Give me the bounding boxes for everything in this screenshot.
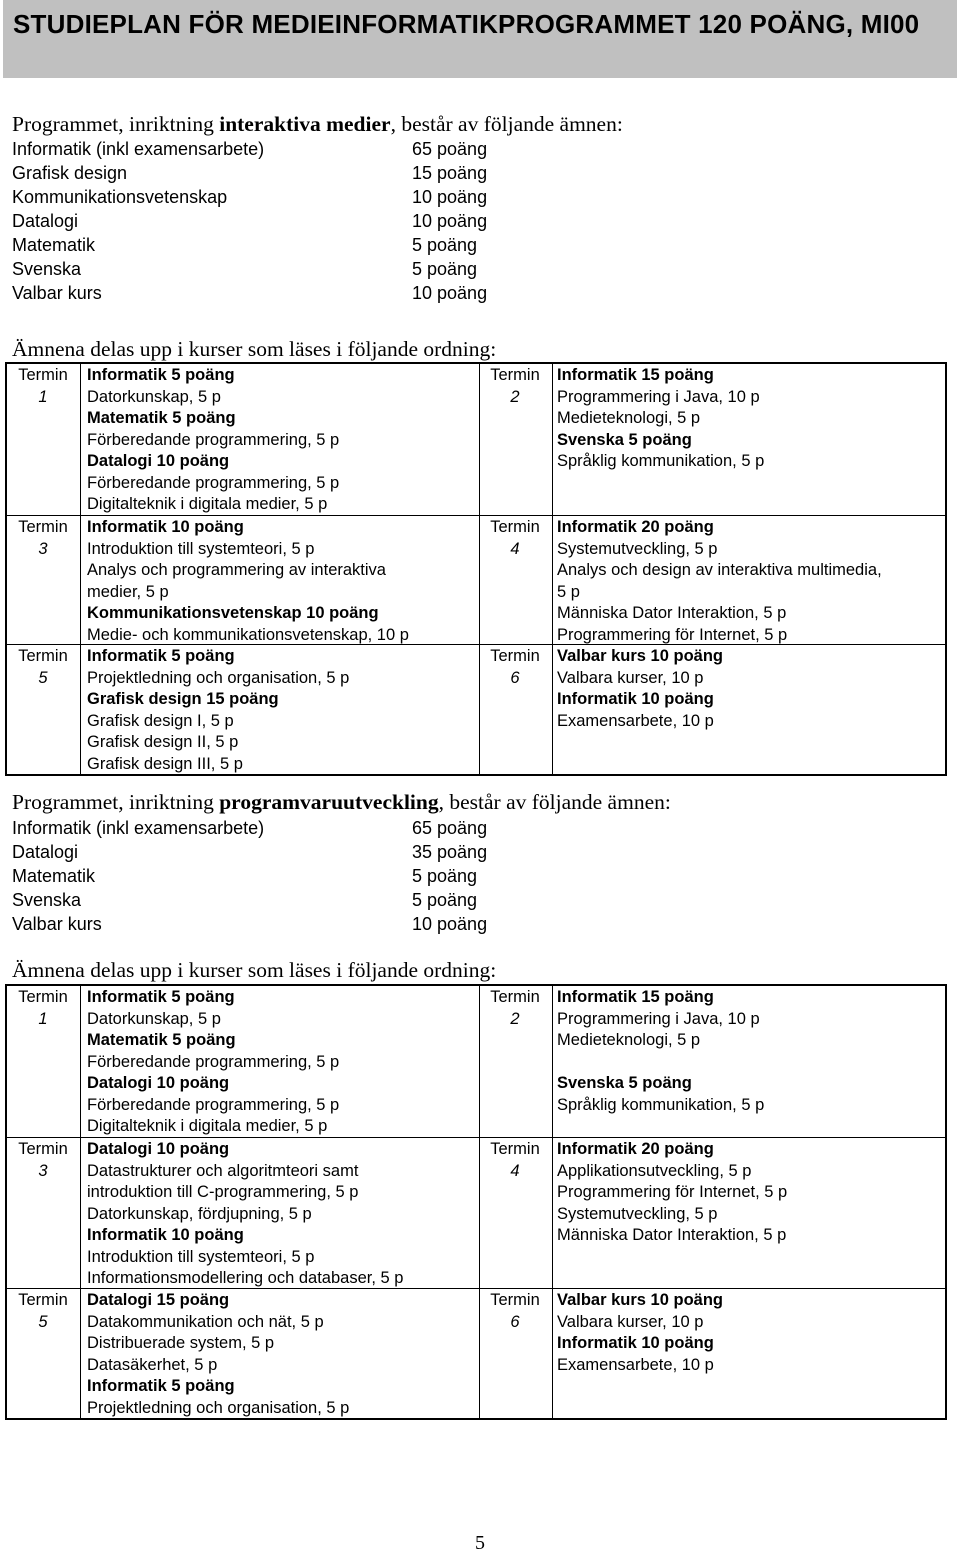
course-line: Datakommunikation och nät, 5 p bbox=[87, 1312, 324, 1331]
course-line: Analys och design av interaktiva multimedia, bbox=[557, 561, 882, 579]
course-line: Programmering för Internet, 5 p bbox=[557, 625, 788, 644]
course-cell bbox=[87, 1290, 472, 1419]
subject-heading: Datalogi 10 poäng bbox=[87, 1140, 230, 1158]
subject-points: 65 poäng bbox=[412, 818, 488, 838]
intro-suffix: , består av följande ämnen: bbox=[438, 790, 671, 814]
course-line: Distribuerade system, 5 p bbox=[87, 1334, 275, 1352]
semester-table bbox=[5, 362, 947, 776]
course-line: Programmering för Internet, 5 p bbox=[557, 1183, 788, 1201]
course-line: Programmering i Java, 10 p bbox=[557, 1009, 760, 1028]
semester-table bbox=[5, 984, 947, 1420]
term-label bbox=[7, 1139, 79, 1182]
course-line: Förberedande programmering, 5 p bbox=[87, 430, 340, 449]
course-line: Projektledning och organisation, 5 p bbox=[87, 668, 350, 687]
course-line: Grafisk design I, 5 p bbox=[87, 711, 234, 730]
subject-heading: Valbar kurs 10 poäng bbox=[557, 1291, 723, 1309]
subject-heading: Informatik 15 poäng bbox=[557, 988, 714, 1006]
course-line: Digitalteknik i digitala medier, 5 p bbox=[87, 495, 328, 513]
subject-heading: Matematik 5 poäng bbox=[87, 1031, 236, 1049]
term-number: 1 bbox=[38, 387, 48, 406]
course-line: Förberedande programmering, 5 p bbox=[87, 473, 340, 492]
term-number: 5 bbox=[38, 1312, 48, 1331]
subject-heading: Valbar kurs 10 poäng bbox=[557, 647, 723, 665]
course-cell bbox=[557, 1290, 945, 1376]
course-cell bbox=[557, 987, 945, 1116]
subject-points: 65 poäng bbox=[412, 139, 488, 159]
course-line: Datastrukturer och algoritmteori samt bbox=[87, 1161, 359, 1180]
subject-points: 15 poäng bbox=[412, 163, 488, 183]
subject-heading: Grafisk design 15 poäng bbox=[87, 690, 279, 708]
course-cell bbox=[557, 646, 945, 732]
title-banner bbox=[3, 0, 957, 78]
subject-points: 10 poäng bbox=[412, 283, 488, 303]
course-line bbox=[557, 1052, 945, 1074]
course-cell bbox=[87, 1139, 472, 1290]
intro-focus: interaktiva medier bbox=[219, 112, 391, 136]
subject-points: 10 poäng bbox=[412, 211, 488, 231]
intro-prefix: Programmet, inriktning bbox=[12, 112, 220, 136]
intro-focus: programvaruutveckling bbox=[219, 790, 439, 814]
course-line: Informationsmodellering och databaser, 5 p bbox=[87, 1269, 404, 1287]
term-row bbox=[7, 644, 945, 775]
course-line: Grafisk design II, 5 p bbox=[87, 733, 239, 751]
course-line: Förberedande programmering, 5 p bbox=[87, 1052, 340, 1071]
term-word: Termin bbox=[18, 366, 68, 384]
subject-points: 35 poäng bbox=[412, 842, 488, 862]
term-label bbox=[479, 987, 551, 1030]
subject-heading: Informatik 15 poäng bbox=[557, 366, 714, 384]
term-word: Termin bbox=[490, 366, 540, 384]
subject-points: 5 poäng bbox=[412, 890, 478, 910]
course-line: Medieteknologi, 5 p bbox=[557, 409, 701, 427]
subject-name: Grafisk design bbox=[12, 163, 128, 183]
subject-heading: Informatik 5 poäng bbox=[87, 647, 235, 665]
subject-heading: Informatik 5 poäng bbox=[87, 988, 235, 1006]
course-line: Valbara kurser, 10 p bbox=[557, 1312, 704, 1331]
subject-points: 5 poäng bbox=[412, 259, 478, 279]
course-line: Språklig kommunikation, 5 p bbox=[557, 1095, 765, 1114]
term-label bbox=[479, 365, 551, 408]
term-number: 4 bbox=[510, 1161, 520, 1180]
term-label bbox=[479, 646, 551, 689]
course-line: Projektledning och organisation, 5 p bbox=[87, 1398, 350, 1417]
term-word: Termin bbox=[18, 1291, 68, 1309]
subject-name: Datalogi bbox=[12, 211, 79, 231]
subject-name: Svenska bbox=[12, 890, 82, 910]
intro-suffix: , består av följande ämnen: bbox=[390, 112, 623, 136]
course-line: Introduktion till systemteori, 5 p bbox=[87, 539, 315, 558]
term-word: Termin bbox=[490, 647, 540, 665]
term-word: Termin bbox=[18, 1140, 68, 1158]
course-line: Datorkunskap, 5 p bbox=[87, 1009, 221, 1028]
page-title: STUDIEPLAN FÖR MEDIEINFORMATIKPROGRAMMET 120 POÄNG, MI00 bbox=[13, 9, 920, 39]
course-line: Applikationsutveckling, 5 p bbox=[557, 1161, 752, 1180]
subject-name: Matematik bbox=[12, 235, 96, 255]
course-line: Språklig kommunikation, 5 p bbox=[557, 452, 765, 470]
subject-heading: Informatik 20 poäng bbox=[557, 1140, 714, 1158]
term-label bbox=[479, 1139, 551, 1182]
course-line: Systemutveckling, 5 p bbox=[557, 539, 718, 558]
subject-heading: Informatik 10 poäng bbox=[557, 1334, 714, 1352]
subject-name: Svenska bbox=[12, 259, 82, 279]
subject-name: Matematik bbox=[12, 866, 96, 886]
course-cell bbox=[557, 1139, 945, 1247]
course-line: Förberedande programmering, 5 p bbox=[87, 1095, 340, 1114]
term-label bbox=[7, 646, 79, 689]
subject-points: 5 poäng bbox=[412, 866, 478, 886]
course-line: Människa Dator Interaktion, 5 p bbox=[557, 1226, 787, 1244]
subject-heading: Datalogi 10 poäng bbox=[87, 1074, 230, 1092]
course-line: Examensarbete, 10 p bbox=[557, 1355, 714, 1374]
term-label bbox=[479, 517, 551, 560]
page-number: 5 bbox=[475, 1532, 485, 1554]
term-word: Termin bbox=[18, 647, 68, 665]
term-word: Termin bbox=[490, 1291, 540, 1309]
course-line: Valbara kurser, 10 p bbox=[557, 668, 704, 687]
subject-heading: Svenska 5 poäng bbox=[557, 1074, 692, 1092]
course-line: Datorkunskap, 5 p bbox=[87, 387, 221, 406]
term-number: 3 bbox=[38, 1161, 48, 1180]
term-word: Termin bbox=[490, 518, 540, 536]
course-line: Introduktion till systemteori, 5 p bbox=[87, 1247, 315, 1266]
subject-points: 10 poäng bbox=[412, 914, 488, 934]
subject-heading: Kommunikationsvetenskap 10 poäng bbox=[87, 604, 379, 622]
term-row bbox=[7, 515, 945, 645]
course-line: Analys och programmering av interaktiva bbox=[87, 561, 386, 579]
term-number: 1 bbox=[38, 1009, 48, 1028]
course-cell bbox=[87, 517, 472, 646]
subject-heading: Datalogi 15 poäng bbox=[87, 1291, 230, 1309]
subject-name: Informatik (inkl examensarbete) bbox=[12, 818, 265, 838]
course-line: Examensarbete, 10 p bbox=[557, 711, 714, 730]
course-line: Människa Dator Interaktion, 5 p bbox=[557, 604, 787, 622]
term-number: 2 bbox=[510, 387, 520, 406]
course-line: Medieteknologi, 5 p bbox=[557, 1031, 701, 1049]
subject-heading: Informatik 10 poäng bbox=[87, 518, 244, 536]
term-word: Termin bbox=[490, 1140, 540, 1158]
subject-name: Informatik (inkl examensarbete) bbox=[12, 139, 265, 159]
term-number: 6 bbox=[510, 668, 520, 687]
subject-heading: Informatik 10 poäng bbox=[557, 690, 714, 708]
term-number: 4 bbox=[510, 539, 520, 558]
intro-prefix: Programmet, inriktning bbox=[12, 790, 220, 814]
subject-heading: Informatik 5 poäng bbox=[87, 1377, 235, 1395]
course-line: Datorkunskap, fördjupning, 5 p bbox=[87, 1204, 312, 1223]
subject-points: 5 poäng bbox=[412, 235, 478, 255]
term-number: 2 bbox=[510, 1009, 520, 1028]
subject-heading: Informatik 5 poäng bbox=[87, 366, 235, 384]
subject-heading: Informatik 10 poäng bbox=[87, 1226, 244, 1244]
term-row bbox=[7, 986, 945, 1137]
subject-name: Valbar kurs bbox=[12, 914, 102, 934]
term-label bbox=[7, 1290, 79, 1333]
course-line: Medie- och kommunikationsvetenskap, 10 p bbox=[87, 625, 409, 644]
term-label bbox=[7, 365, 79, 408]
course-line: introduktion till C-programmering, 5 p bbox=[87, 1183, 359, 1201]
term-row bbox=[7, 1288, 945, 1419]
course-line: Systemutveckling, 5 p bbox=[557, 1204, 718, 1223]
subject-heading: Datalogi 10 poäng bbox=[87, 452, 230, 470]
subject-heading: Matematik 5 poäng bbox=[87, 409, 236, 427]
term-label bbox=[479, 1290, 551, 1333]
course-line: Programmering i Java, 10 p bbox=[557, 387, 760, 406]
term-word: Termin bbox=[18, 988, 68, 1006]
section-intro bbox=[12, 789, 671, 815]
course-line: Datasäkerhet, 5 p bbox=[87, 1355, 218, 1374]
term-label bbox=[7, 517, 79, 560]
course-line: Digitalteknik i digitala medier, 5 p bbox=[87, 1117, 328, 1135]
term-number: 3 bbox=[38, 539, 48, 558]
course-line: 5 p bbox=[557, 582, 580, 601]
term-word: Termin bbox=[18, 518, 68, 536]
course-line: Grafisk design III, 5 p bbox=[87, 754, 243, 773]
course-cell bbox=[557, 517, 945, 646]
course-cell bbox=[87, 365, 472, 516]
term-row bbox=[7, 1137, 945, 1289]
subject-name: Datalogi bbox=[12, 842, 79, 862]
term-label bbox=[7, 987, 79, 1030]
course-line: medier, 5 p bbox=[87, 582, 169, 601]
subject-name: Kommunikationsvetenskap bbox=[12, 187, 228, 207]
term-number: 5 bbox=[38, 668, 48, 687]
subject-heading: Svenska 5 poäng bbox=[557, 430, 692, 449]
course-cell bbox=[87, 646, 472, 775]
term-word: Termin bbox=[490, 988, 540, 1006]
term-row bbox=[7, 364, 945, 515]
order-heading: Ämnena delas upp i kurser som läses i följande ordning: bbox=[12, 337, 497, 361]
subject-heading: Informatik 20 poäng bbox=[557, 518, 714, 536]
term-number: 6 bbox=[510, 1312, 520, 1331]
order-heading: Ämnena delas upp i kurser som läses i följande ordning: bbox=[12, 958, 497, 982]
subject-name: Valbar kurs bbox=[12, 283, 102, 303]
course-cell bbox=[87, 987, 472, 1138]
subject-points: 10 poäng bbox=[412, 187, 488, 207]
course-cell bbox=[557, 365, 945, 473]
section-intro bbox=[12, 111, 623, 137]
